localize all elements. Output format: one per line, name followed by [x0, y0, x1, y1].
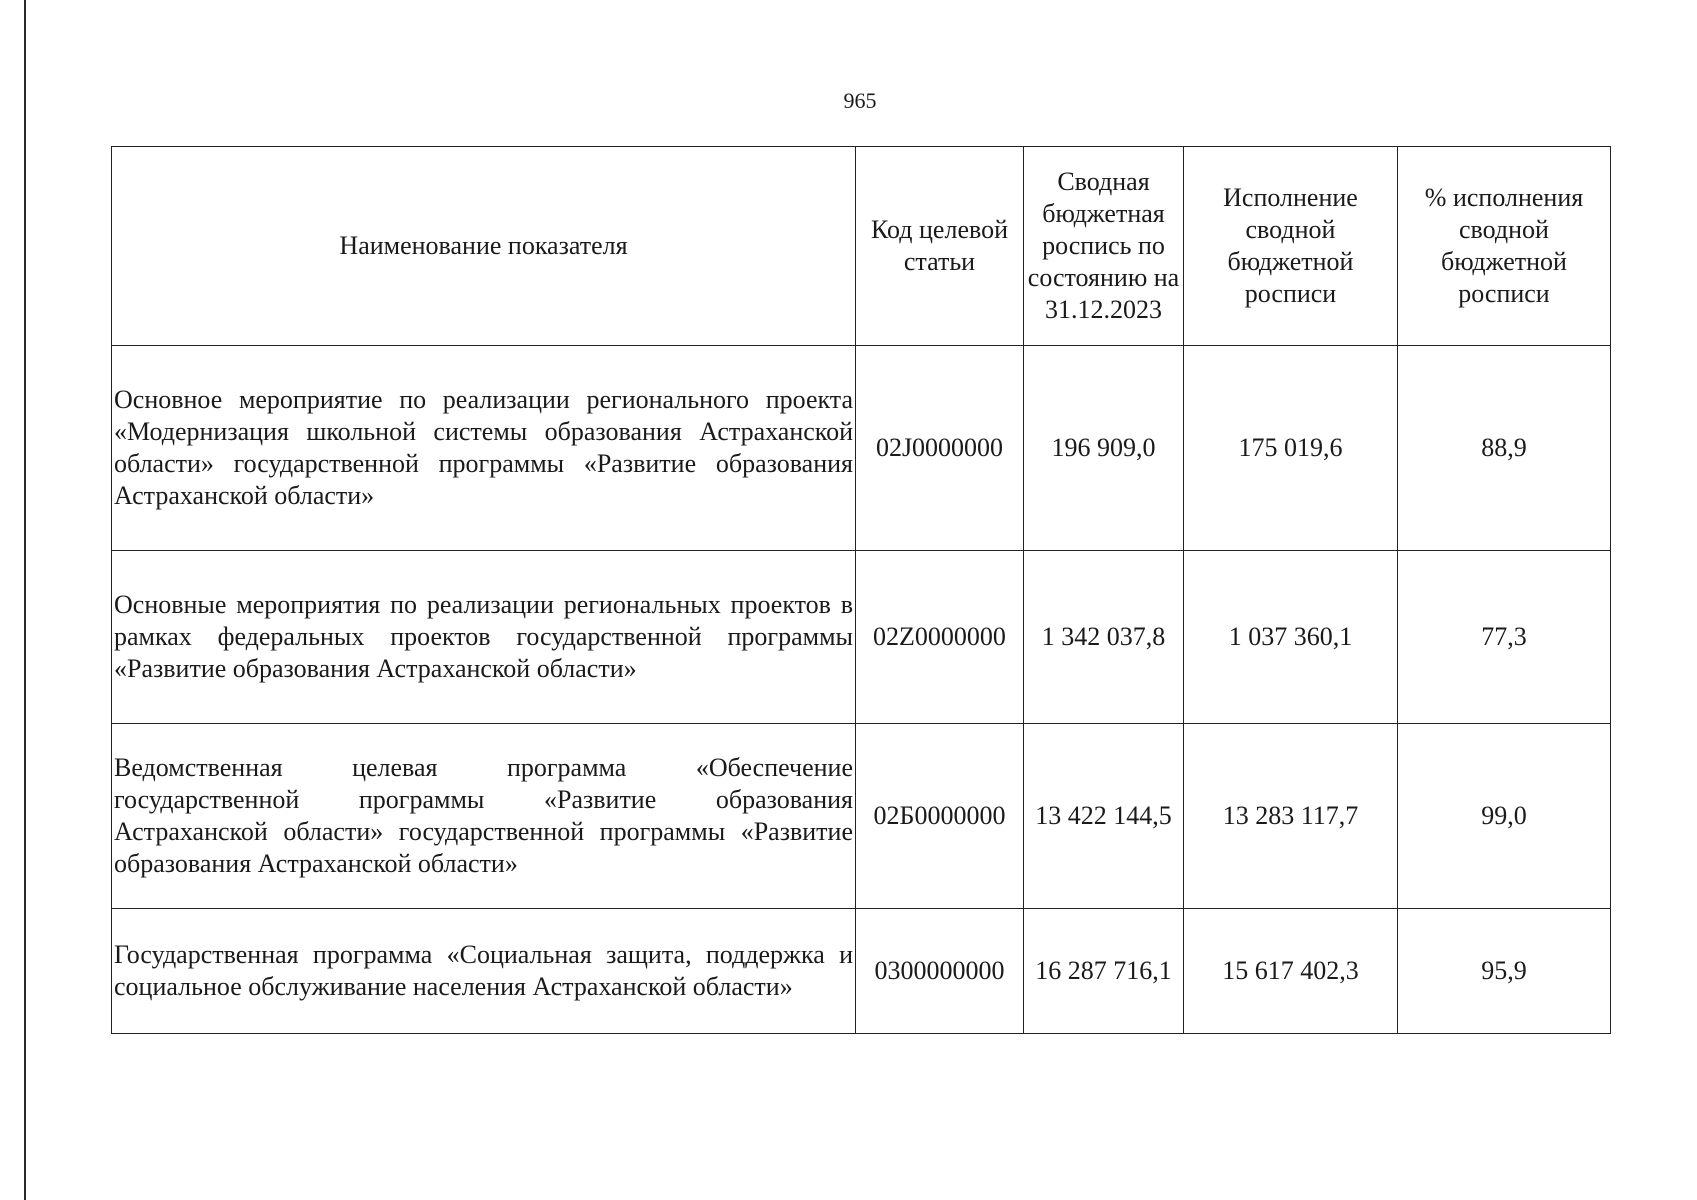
header-code: Код целевой статьи — [856, 147, 1024, 346]
row-executed: 1 037 360,1 — [1184, 551, 1398, 724]
row-planned: 1 342 037,8 — [1024, 551, 1184, 724]
header-name: Наименование показателя — [112, 147, 856, 346]
page-number: 965 — [843, 88, 877, 113]
budget-execution-table — [111, 146, 1611, 1034]
row-code: 02J0000000 — [856, 346, 1024, 551]
row-code: 02Б0000000 — [856, 724, 1024, 909]
left-margin-rule — [24, 0, 26, 1200]
table-row — [112, 551, 1611, 724]
row-percent: 88,9 — [1398, 346, 1611, 551]
row-planned: 13 422 144,5 — [1024, 724, 1184, 909]
row-code: 02Z0000000 — [856, 551, 1024, 724]
row-code: 0300000000 — [856, 909, 1024, 1034]
header-percent: % исполнения сводной бюджетной росписи — [1398, 147, 1611, 346]
table-header-row — [112, 147, 1611, 346]
row-name: Ведомственная целевая программа «Обеспечение государственной программы «Развитие образования Астраханской области» государственной программы «Развитие образования Астраханской области» — [112, 724, 856, 909]
row-executed: 13 283 117,7 — [1184, 724, 1398, 909]
row-name: Основные мероприятия по реализации региональных проектов в рамках федеральных проектов государственной программы «Развитие образования Астраханской области» — [112, 551, 856, 724]
row-name: Государственная программа «Социальная защита, поддержка и социальное обслуживание населения Астраханской области» — [112, 909, 856, 1034]
row-name: Основное мероприятие по реализации регионального проекта «Модернизация школьной системы образования Астраханской области» государственной программы «Развитие образования Астраханской области» — [112, 346, 856, 551]
header-executed: Исполнение сводной бюджетной росписи — [1184, 147, 1398, 346]
row-percent: 77,3 — [1398, 551, 1611, 724]
header-planned: Сводная бюджетная роспись по состоянию на 31.12.2023 — [1024, 147, 1184, 346]
table-row — [112, 724, 1611, 909]
table-row — [112, 909, 1611, 1034]
row-planned: 196 909,0 — [1024, 346, 1184, 551]
row-planned: 16 287 716,1 — [1024, 909, 1184, 1034]
row-percent: 95,9 — [1398, 909, 1611, 1034]
table-row — [112, 346, 1611, 551]
row-executed: 175 019,6 — [1184, 346, 1398, 551]
row-percent: 99,0 — [1398, 724, 1611, 909]
row-executed: 15 617 402,3 — [1184, 909, 1398, 1034]
